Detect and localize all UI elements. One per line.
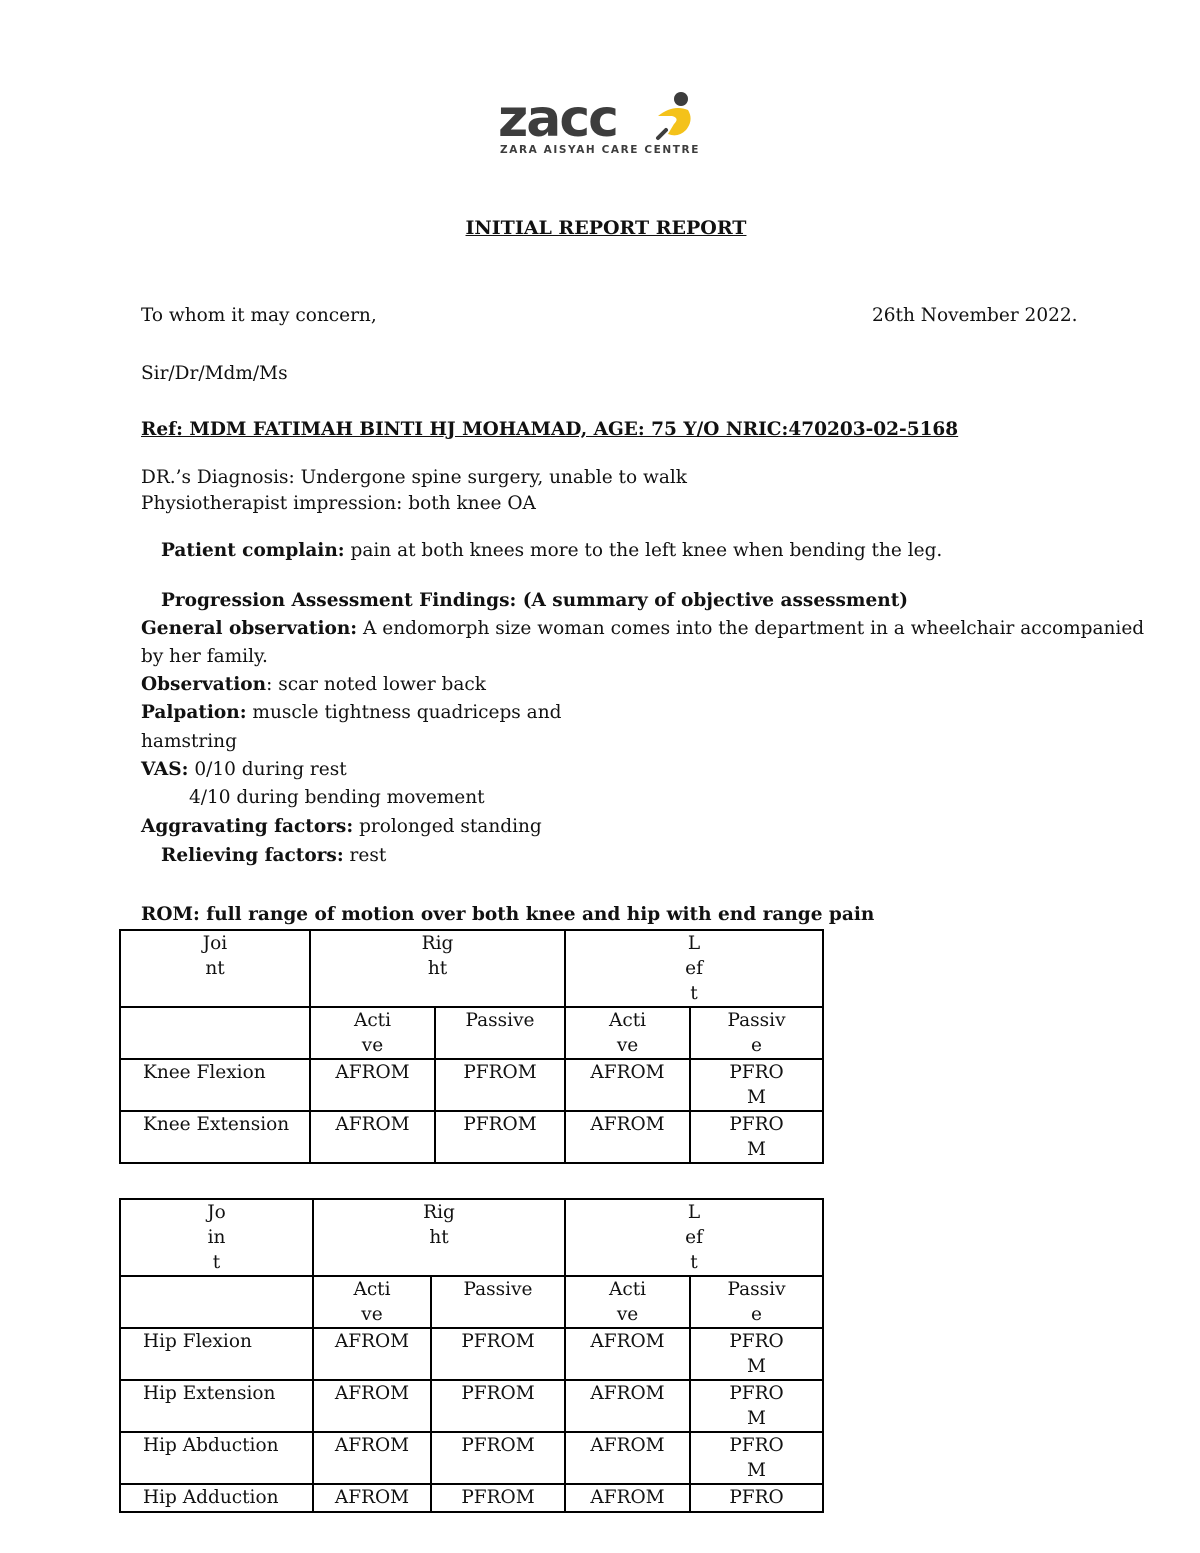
hip-left-passive-header-line: e (751, 1304, 762, 1325)
hip-header-joint-line: Jo (207, 1202, 226, 1223)
knee-left-passive-header-line: e (751, 1035, 762, 1056)
vas-line2: 4/10 during bending movement (189, 787, 485, 808)
knee-right-active-header-line: ve (361, 1035, 384, 1056)
table-row (120, 1328, 823, 1380)
report-title: INITIAL REPORT REPORT (465, 217, 747, 239)
knee-header-left-line: t (690, 983, 698, 1004)
knee-joint-name (120, 1111, 310, 1163)
knee-header-left-line: ef (685, 958, 703, 979)
knee-left-passive (690, 1111, 823, 1163)
knee-left-passive-line: M (747, 1087, 766, 1108)
table-row (120, 1111, 823, 1163)
general-observation-line1: A endomorph size woman comes into the department in a wheelchair accompanied (357, 618, 1145, 639)
hip-joint-name (120, 1328, 313, 1380)
knee-left-passive (690, 1059, 823, 1111)
knee-left-active-line: AFROM (590, 1062, 665, 1083)
relieving-factors (161, 844, 386, 868)
patient-complain (161, 539, 942, 563)
knee-header-right (310, 930, 565, 1007)
hip-left-active-line: AFROM (590, 1331, 665, 1352)
knee-right-passive-header-line: Passive (465, 1010, 535, 1031)
relieving-label: Relieving factors: (161, 845, 344, 866)
progression-heading: Progression Assessment Findings: (A summary of objective assessment) (161, 590, 909, 611)
hip-left-active (565, 1328, 690, 1380)
table-row (120, 1380, 823, 1432)
hip-right-passive-header-line: Passive (463, 1279, 533, 1300)
general-observation-line2: by her family. (141, 646, 268, 667)
hip-joint-name-line: Hip Abduction (143, 1435, 279, 1456)
hip-header-joint (120, 1199, 313, 1276)
knee-right-passive (435, 1059, 565, 1111)
knee-header-joint-line: Joi (202, 933, 228, 954)
hip-header-right-line: ht (429, 1227, 449, 1248)
hip-right-active-header-line: ve (361, 1304, 383, 1325)
hip-joint-name (120, 1484, 313, 1512)
knee-right-active-line: AFROM (335, 1114, 410, 1135)
knee-joint-name (120, 1059, 310, 1111)
palpation-line2: hamstring (141, 731, 237, 752)
hip-right-passive (431, 1484, 565, 1512)
general-observation-label: General observation: (141, 618, 358, 639)
vas-line1: 0/10 during rest (188, 759, 347, 780)
knee-right-passive-line: PFROM (463, 1062, 537, 1083)
hip-header-right-line: Rig (423, 1202, 455, 1223)
hip-joint-name (120, 1380, 313, 1432)
hip-left-active-header-line: ve (616, 1304, 639, 1325)
hip-right-active-header (313, 1276, 431, 1328)
knee-left-active-header (565, 1007, 690, 1059)
observation-value: : scar noted lower back (266, 674, 486, 695)
knee-right-active (310, 1111, 435, 1163)
rom-heading: ROM: full range of motion over both knee and hip with end range pain (141, 904, 875, 925)
hip-right-passive-header (431, 1276, 565, 1328)
palpation-line1: muscle tightness quadriceps and (246, 702, 562, 723)
knee-left-passive-line: PFRO (729, 1114, 784, 1135)
aggravating-factors (141, 815, 542, 839)
hip-header-joint-line: t (212, 1252, 221, 1273)
hip-left-passive-line: M (747, 1460, 766, 1481)
hip-header-row (120, 1199, 823, 1276)
hip-right-passive (431, 1432, 565, 1484)
knee-header-right-line: Rig (421, 933, 454, 954)
knee-right-passive (435, 1111, 565, 1163)
aggravating-label: Aggravating factors: (141, 816, 354, 837)
table-row (120, 1059, 823, 1111)
doctor-diagnosis: DR.’s Diagnosis: Undergone spine surgery, unable to walk (141, 467, 687, 488)
palpation (141, 701, 561, 725)
knee-subheader-blank (120, 1007, 310, 1059)
hip-left-passive-line: PFRO (729, 1331, 784, 1352)
hip-left-active-header (565, 1276, 690, 1328)
hip-left-passive-line: M (747, 1408, 766, 1429)
observation-label: Observation (141, 674, 267, 695)
hip-left-passive-line: PFRO (729, 1487, 784, 1508)
knee-left-active-header-line: Acti (608, 1010, 647, 1031)
knee-header-row (120, 930, 823, 1007)
hip-left-active (565, 1484, 690, 1512)
knee-joint-name-line: Knee Flexion (143, 1062, 266, 1083)
hip-header-left-line: L (687, 1202, 701, 1223)
hip-left-passive (690, 1380, 823, 1432)
hip-left-passive (690, 1484, 823, 1512)
hip-header-left-line: t (690, 1252, 698, 1273)
hip-header-right (313, 1199, 565, 1276)
knee-right-active (310, 1059, 435, 1111)
hip-right-passive (431, 1328, 565, 1380)
aggravating-value: prolonged standing (353, 816, 542, 837)
knee-joint-name-line: Knee Extension (143, 1114, 290, 1135)
hip-left-active-line: AFROM (590, 1383, 665, 1404)
hip-joint-name-line: Hip Extension (143, 1383, 276, 1404)
knee-left-passive-line: M (747, 1139, 766, 1160)
logo-brand-text: zacc (498, 90, 618, 149)
hip-subheader-row (120, 1276, 823, 1328)
knee-rom-table (119, 929, 824, 1164)
relieving-value: rest (343, 845, 387, 866)
hip-left-active-header-line: Acti (608, 1279, 647, 1300)
hip-left-passive (690, 1432, 823, 1484)
hip-rom-table (119, 1198, 824, 1513)
hip-left-active (565, 1432, 690, 1484)
hip-header-joint-line: in (207, 1227, 226, 1248)
report-date: 26th November 2022. (872, 305, 1078, 326)
hip-joint-name (120, 1432, 313, 1484)
complain-label: Patient complain: (161, 540, 345, 561)
hip-left-active (565, 1380, 690, 1432)
zacc-logo (498, 90, 698, 160)
patient-reference: Ref: MDM FATIMAH BINTI HJ MOHAMAD, AGE: 75 Y/O NRIC:470203-02-5168 (141, 419, 959, 440)
table-row (120, 1432, 823, 1484)
hip-subheader-blank (120, 1276, 313, 1328)
vas (141, 758, 347, 782)
hip-right-active-line: AFROM (334, 1383, 410, 1404)
hip-left-passive-header (690, 1276, 823, 1328)
knee-header-joint (120, 930, 310, 1007)
hip-rom-table-body (120, 1199, 823, 1512)
hip-right-passive (431, 1380, 565, 1432)
knee-right-passive-line: PFROM (463, 1114, 537, 1135)
zacc-logo-graphic (498, 90, 698, 160)
hip-right-active (313, 1328, 431, 1380)
hip-left-passive-line: PFRO (729, 1383, 784, 1404)
complain-value: pain at both knees more to the left knee when bending the leg. (344, 540, 943, 561)
hip-right-passive-line: PFROM (461, 1487, 535, 1508)
knee-left-active-header-line: ve (616, 1035, 639, 1056)
hip-right-active-line: AFROM (334, 1487, 410, 1508)
hip-left-passive (690, 1328, 823, 1380)
hip-right-passive-line: PFROM (461, 1331, 535, 1352)
knee-header-right-line: ht (427, 958, 448, 979)
knee-right-passive-header (435, 1007, 565, 1059)
hip-right-active (313, 1432, 431, 1484)
hip-right-active-line: AFROM (334, 1435, 410, 1456)
hip-joint-name-line: Hip Adduction (143, 1487, 279, 1508)
hip-header-left-line: ef (685, 1227, 703, 1248)
knee-right-active-header-line: Acti (353, 1010, 392, 1031)
person-figure-icon (658, 92, 691, 138)
knee-rom-table-body (120, 930, 823, 1163)
hip-left-passive-line: M (747, 1356, 766, 1377)
physio-impression: Physiotherapist impression: both knee OA (141, 493, 536, 514)
hip-left-passive-header-line: Passiv (727, 1279, 786, 1300)
hip-left-passive-line: PFRO (729, 1435, 784, 1456)
hip-right-active (313, 1484, 431, 1512)
hip-right-active (313, 1380, 431, 1432)
hip-right-passive-line: PFROM (461, 1435, 535, 1456)
knee-left-passive-line: PFRO (729, 1062, 784, 1083)
hip-right-passive-line: PFROM (461, 1383, 535, 1404)
addressee: Sir/Dr/Mdm/Ms (141, 363, 288, 384)
hip-right-active-header-line: Acti (353, 1279, 391, 1300)
hip-right-active-line: AFROM (334, 1331, 410, 1352)
knee-subheader-row (120, 1007, 823, 1059)
knee-left-active (565, 1111, 690, 1163)
knee-left-passive-header-line: Passiv (727, 1010, 786, 1031)
knee-header-joint-line: nt (205, 958, 225, 979)
hip-joint-name-line: Hip Flexion (143, 1331, 252, 1352)
vas-label: VAS: (141, 759, 189, 780)
knee-left-passive-header (690, 1007, 823, 1059)
knee-right-active-header (310, 1007, 435, 1059)
knee-left-active (565, 1059, 690, 1111)
knee-header-left (565, 930, 823, 1007)
knee-header-left-line: L (687, 933, 701, 954)
observation (141, 673, 486, 697)
hip-header-left (565, 1199, 823, 1276)
hip-left-active-line: AFROM (590, 1435, 665, 1456)
logo-subtitle: ZARA AISYAH CARE CENTRE (500, 144, 698, 156)
palpation-label: Palpation: (141, 702, 247, 723)
hip-left-active-line: AFROM (590, 1487, 665, 1508)
knee-right-active-line: AFROM (335, 1062, 410, 1083)
salutation: To whom it may concern, (141, 305, 377, 326)
table-row (120, 1484, 823, 1512)
knee-left-active-line: AFROM (590, 1114, 665, 1135)
general-observation (141, 617, 1144, 641)
